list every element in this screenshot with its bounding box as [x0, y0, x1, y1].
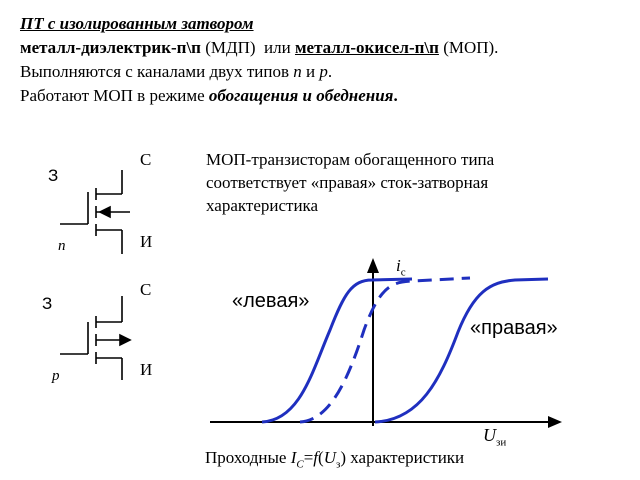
- y-axis-arrow: [367, 258, 379, 273]
- text-mdp-or: (МДП) или: [200, 38, 295, 57]
- term-mop: металл-окисел-п\п: [294, 38, 439, 57]
- x-label-sub: зи: [496, 436, 507, 449]
- caption-voltage: U: [323, 448, 336, 467]
- caption-rest: ) характеристики: [340, 448, 465, 467]
- description: МОП-транзисторам обогащенного типа соответствует «правая» сток-затворная характеристика: [206, 150, 495, 215]
- caption-current: I: [290, 448, 297, 467]
- x-axis-arrow: [548, 416, 562, 428]
- text-mop-abbr: (МОП).: [438, 38, 499, 57]
- drain-label-top: С: [140, 150, 152, 169]
- source-label-bottom: И: [140, 360, 153, 379]
- graph-caption: [205, 448, 464, 470]
- y-label-main: i: [396, 256, 401, 275]
- channel-label-bottom: p: [52, 368, 60, 384]
- caption-equals: =: [303, 448, 314, 467]
- y-label-sub: с: [400, 266, 406, 279]
- gate-label-bottom: З: [42, 294, 53, 313]
- term-mdp: металл-диэлектрик-п\п: [20, 38, 201, 57]
- left-curve-label: «левая»: [232, 290, 310, 312]
- drain-label-bottom: С: [140, 280, 152, 299]
- caption-current-sub: C: [296, 458, 304, 471]
- channel-n: n: [293, 62, 302, 81]
- text-period: .: [327, 62, 333, 81]
- gate-label-top: З: [48, 166, 59, 185]
- caption-text: Проходные: [205, 448, 291, 467]
- source-label-top: И: [140, 232, 153, 251]
- channel-label-top: n: [58, 238, 66, 254]
- text-and: и: [301, 62, 320, 81]
- right-curve: [375, 279, 548, 422]
- text-modes-end: .: [393, 86, 398, 105]
- term-modes: обогащения и обеднения: [208, 86, 394, 105]
- heading: ПТ с изолированным затвором: [20, 14, 254, 33]
- caption-voltage-sub: з: [335, 458, 341, 471]
- caption-function: f: [313, 448, 319, 467]
- x-axis-label: [483, 425, 506, 449]
- text-channel-types: Выполняются с каналами двух типов: [20, 62, 294, 81]
- middle-curve-dashed: [300, 278, 470, 422]
- right-curve-label: «правая»: [470, 317, 558, 339]
- text-modes: Работают МОП в режиме: [20, 86, 209, 105]
- caption-paren-open: (: [318, 448, 324, 467]
- x-label-main: U: [483, 425, 496, 445]
- channel-p: p: [319, 62, 328, 81]
- y-axis-label: [396, 256, 406, 278]
